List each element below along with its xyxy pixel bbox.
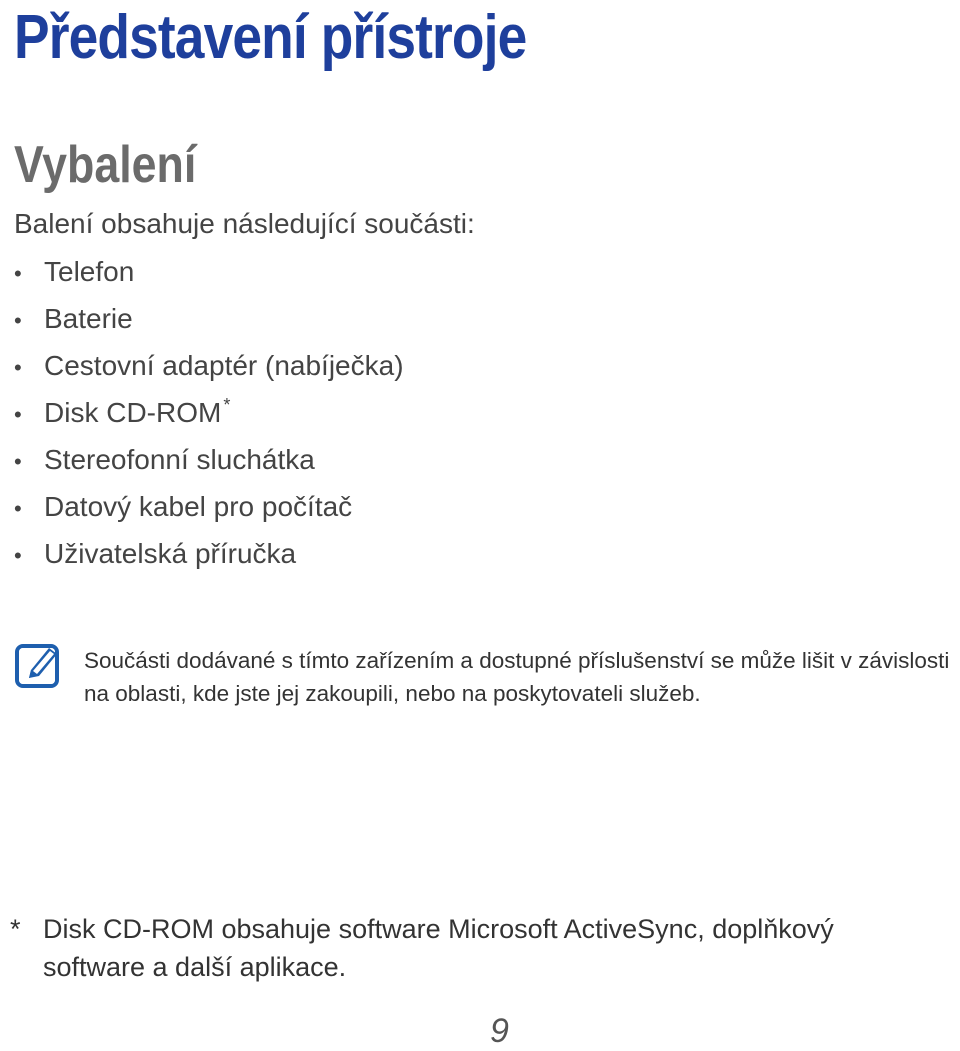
- list-item-label: Uživatelská příručka: [44, 538, 297, 569]
- note-pencil-icon-graphic: [15, 642, 63, 690]
- list-item: [14, 299, 404, 346]
- bullet: •: [14, 261, 22, 286]
- list-item-label: Datový kabel pro počítač: [44, 491, 353, 522]
- intro-text: Balení obsahuje následující součásti:: [14, 208, 475, 239]
- footnote-reference: *: [223, 395, 231, 415]
- section-title: Vybalení: [14, 136, 197, 194]
- list-item-label: Stereofonní sluchátka: [44, 444, 315, 475]
- page-title: Představení přístroje: [14, 3, 527, 72]
- bullet: •: [14, 308, 22, 333]
- bullet: •: [14, 543, 22, 568]
- list-item-label: Cestovní adaptér (nabíječka): [44, 350, 404, 381]
- list-item: [14, 393, 404, 440]
- list-item-label: Disk CD-ROM: [44, 397, 222, 428]
- list-item: [14, 252, 404, 299]
- list-item: [14, 487, 404, 534]
- bullet: •: [14, 402, 22, 427]
- list-item: [14, 534, 404, 581]
- page-number: 9: [490, 1012, 509, 1050]
- bullet: •: [14, 355, 22, 380]
- list-item-label: Baterie: [44, 303, 133, 334]
- footnote-mark: *: [10, 914, 21, 944]
- note-text: Součásti dodávané s tímto zařízením a dostupné příslušenství se může lišit v závislosti na oblasti, kde jste jej zakoupili, nebo na poskytovateli služeb.: [84, 648, 950, 706]
- bullet: •: [14, 496, 22, 521]
- footnote: [10, 910, 930, 986]
- bullet: •: [14, 449, 22, 474]
- footnote-text: Disk CD-ROM obsahuje software Microsoft ActiveSync, doplňkový software a další aplikace.: [43, 914, 834, 982]
- note-pencil-icon: [15, 642, 63, 690]
- contents-list: [14, 252, 404, 581]
- list-item-label: Telefon: [44, 256, 135, 287]
- list-item: [14, 440, 404, 487]
- list-item: [14, 346, 404, 393]
